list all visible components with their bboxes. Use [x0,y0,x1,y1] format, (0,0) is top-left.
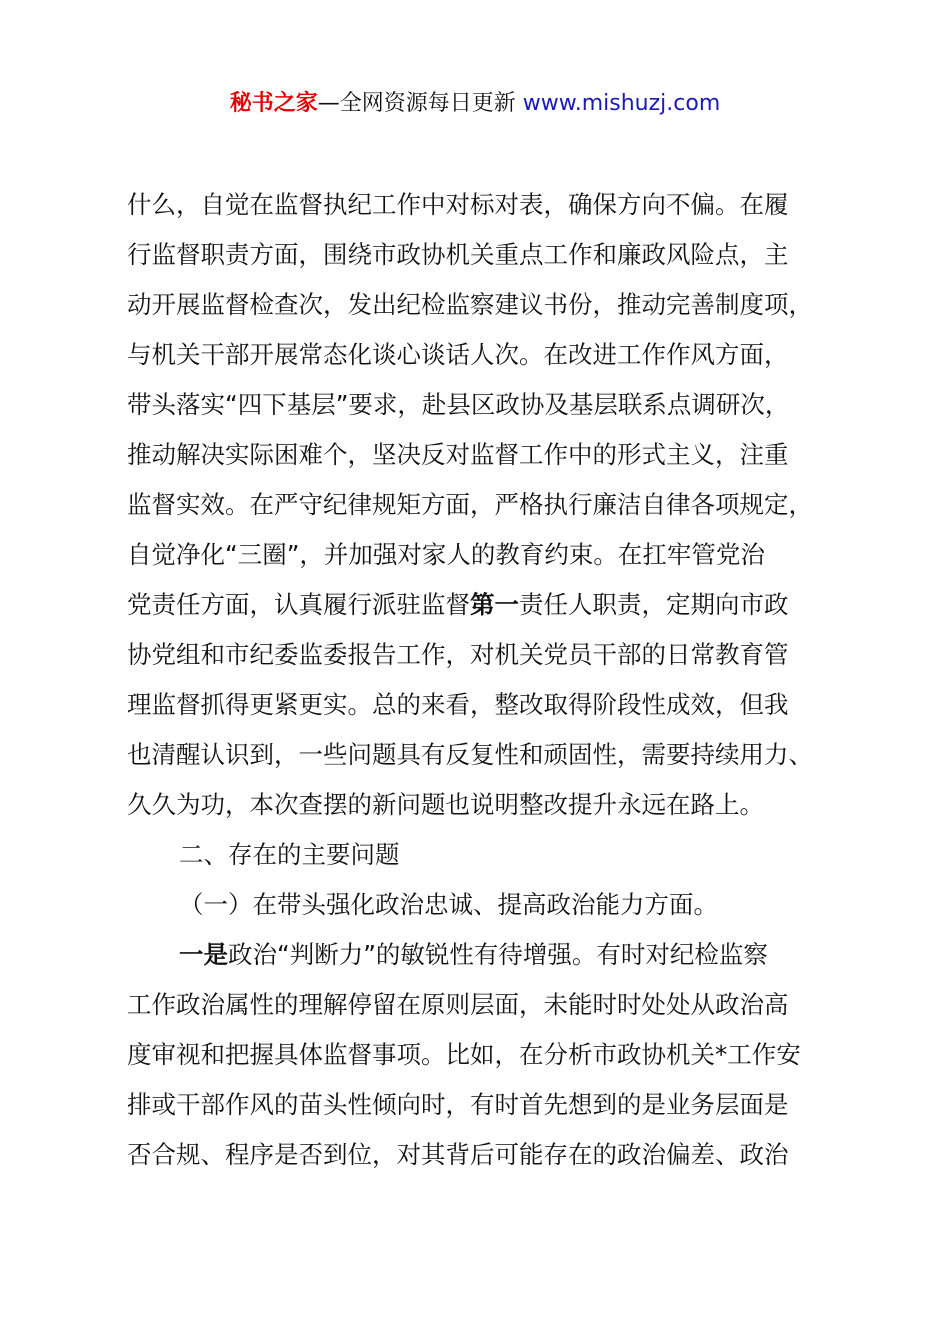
site-tagline: —全网资源每日更新 [317,91,523,116]
site-header [0,88,950,120]
paragraph-line: 监督实效。在严守纪律规矩方面，严格执行廉洁自律各项规定， [127,490,813,519]
section-heading: 二、存在的主要问题 [179,840,400,869]
paragraph-line: 推动解决实际困难个，坚决反对监督工作中的形式主义，注重 [127,440,789,469]
paragraph-line: 排或干部作风的苗头性倾向时，有时首先想到的是业务层面是 [127,1090,789,1119]
paragraph-line: 动开展监督检查次，发出纪检监察建议书份，推动完善制度项， [127,290,813,319]
line-text: 责任人职责，定期向市政 [519,590,789,619]
paragraph-line [127,930,862,980]
line-text: 政治“判断力”的敏锐性有待增强。有时对纪检监察 [228,940,768,969]
paragraph-line: 与机关干部开展常态化谈心谈话人次。在改进工作作风方面， [127,340,789,369]
bold-lead: 一是 [179,940,228,969]
site-brand: 秘书之家 [229,91,318,116]
bold-text: 第一 [470,590,519,619]
paragraph-line: 工作政治属性的理解停留在原则层面，未能时时处处从政治高 [127,990,789,1019]
paragraph-line [127,580,862,630]
paragraph-line: 久久为功，本次查摆的新问题也说明整改提升永远在路上。 [127,790,764,819]
paragraph-line: 理监督抓得更紧更实。总的来看，整改取得阶段性成效，但我 [127,690,789,719]
paragraph-line: 协党组和市纪委监委报告工作，对机关党员干部的日常教育管 [127,640,789,669]
paragraph-line: 什么，自觉在监督执纪工作中对标对表，确保方向不偏。在履 [127,190,789,219]
site-url-link[interactable]: www.mishuzj.com [522,91,721,116]
paragraph-line: 自觉净化“三圈”，并加强对家人的教育约束。在扛牢管党治 [127,540,765,569]
paragraph-line: 也清醒认识到，一些问题具有反复性和顽固性，需要持续用力、 [127,740,813,769]
paragraph-line: 否合规、程序是否到位，对其背后可能存在的政治偏差、政治 [127,1140,789,1169]
paragraph-line: 带头落实“四下基层”要求，赴县区政协及基层联系点调研次， [127,390,790,419]
paragraph-line: 度审视和把握具体监督事项。比如，在分析市政协机关*工作安 [127,1040,801,1069]
subsection-heading: （一）在带头强化政治忠诚、提高政治能力方面。 [179,890,718,919]
document-body [127,180,862,1180]
paragraph-line: 行监督职责方面，围绕市政协机关重点工作和廉政风险点，主 [127,240,789,269]
line-text: 党责任方面，认真履行派驻监督 [127,590,470,619]
